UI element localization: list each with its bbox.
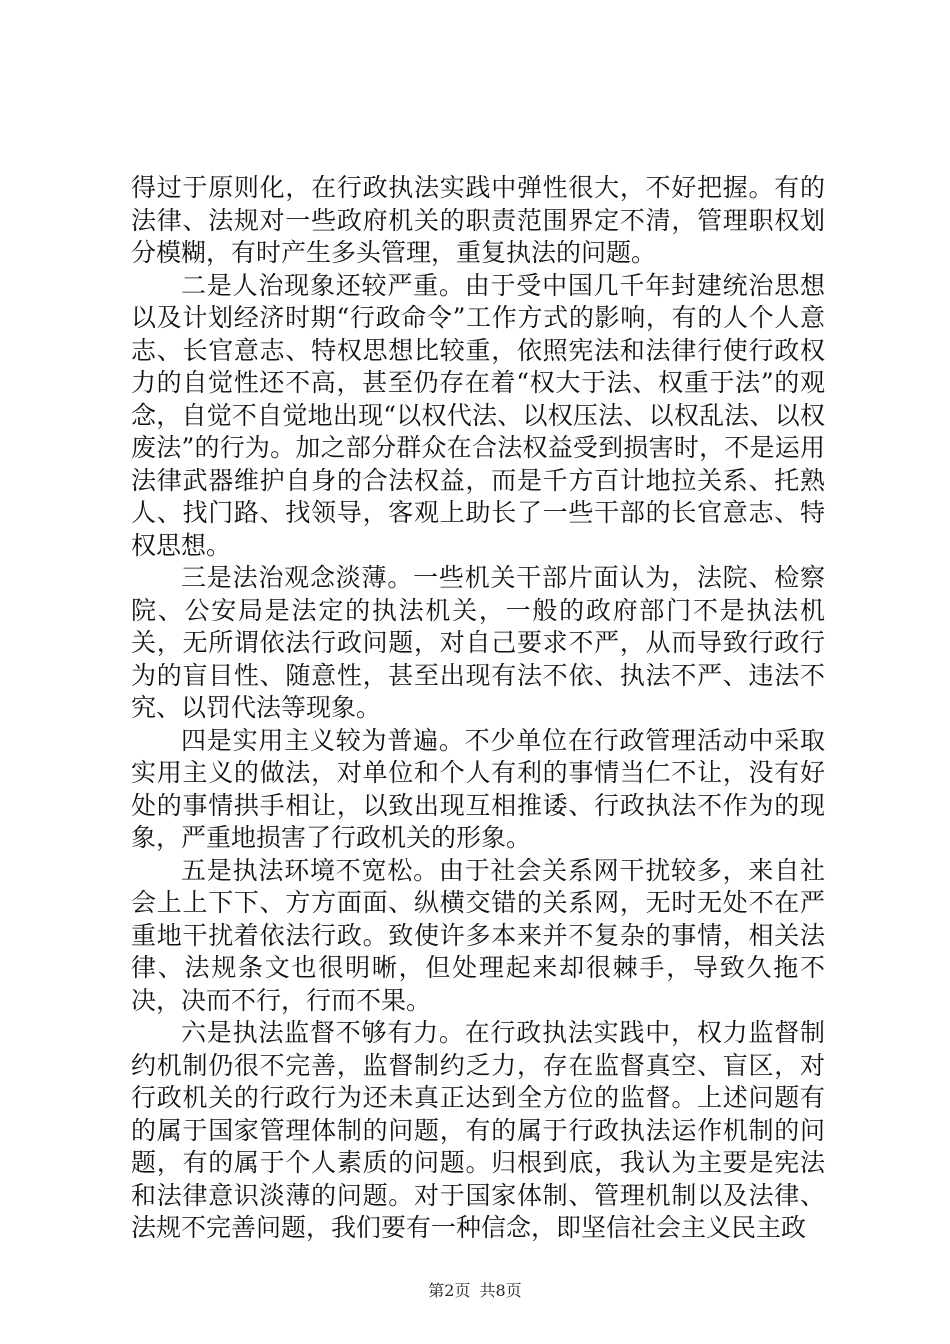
paragraph-pragmatism: 四是实用主义较为普遍。不少单位在行政管理活动中采取实用主义的做法，对单位和个人有利的事情当仁不让，没有好处的事情拱手相让，以致出现互相推诿、行政执法不作为的现象，严重地损害了行政机关的形象。 [131,725,825,852]
paragraph-rule-of-man: 二是人治现象还较严重。由于受中国几千年封建统治思想以及计划经济时期“行政命令”工作方式的影响，有的人个人意志、长官意志、特权思想比较重，依照宪法和法律行使行政权力的自觉性还不高，甚至仍存在着“权大于法、权重于法”的观念，自觉不自觉地出现“以权代法、以权压法、以权乱法、以权废法”的行为。加之部分群众在合法权益受到损害时，不是运用法律武器维护自身的合法权益，而是千方百计地拉关系、托熟人、找门路、找领导，客观上助长了一些干部的长官意志、特权思想。 [131,270,825,560]
paragraph-enforcement-supervision: 六是执法监督不够有力。在行政执法实践中，权力监督制约机制仍很不完善，监督制约乏力，存在监督真空、盲区，对行政机关的行政行为还未真正达到全方位的监督。上述问题有的属于国家管理体制的问题，有的属于行政执法运作机制的问题，有的属于个人素质的问题。归根到底，我认为主要是宪法和法律意识淡薄的问题。对于国家体制、管理机制以及法律、法规不完善问题，我们要有一种信念，即坚信社会主义民主政 [131,1018,825,1242]
paragraph-continuation: 得过于原则化，在行政执法实践中弹性很大，不好把握。有的法律、法规对一些政府机关的职责范围界定不清，管理职权划分模糊，有时产生多头管理，重复执法的问题。 [131,173,825,267]
paragraph-enforcement-environment: 五是执法环境不宽松。由于社会关系网干扰较多，来自社会上上下下、方方面面、纵横交错的关系网，无时无处不在严重地干扰着依法行政。致使许多本来并不复杂的事情，相关法律、法规条文也很明晰，但处理起来却很棘手，导致久拖不决，决而不行，行而不果。 [131,855,825,1015]
page-number-footer: 第2页 共8页 [428,1281,522,1300]
document-body [131,172,825,1245]
paragraph-rule-of-law-awareness: 三是法治观念淡薄。一些机关干部片面认为，法院、检察院、公安局是法定的执法机关，一般的政府部门不是执法机关，无所谓依法行政问题，对自己要求不严，从而导致行政行为的盲目性、随意性，甚至出现有法不依、执法不严、违法不究、以罚代法等现象。 [131,563,825,722]
